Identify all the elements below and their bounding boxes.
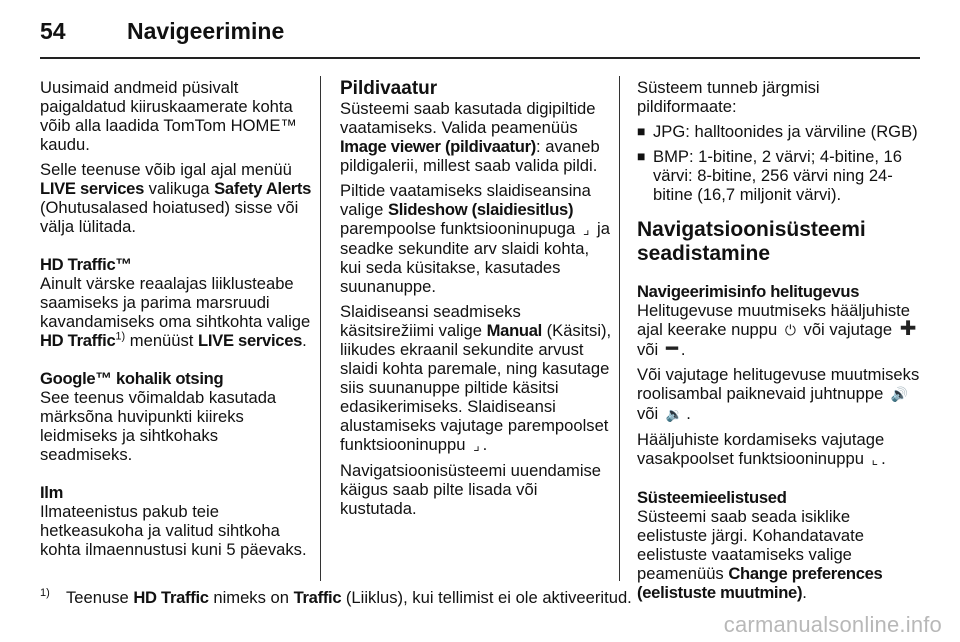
hd-traffic-paragraph: Ainult värske reaalajas liiklusteabe saamiseks ja parima marsruudi kavandamiseks oma sihtkohta valige HD Traffic$^{1)}$ menüüst LIVE services. (40, 274, 311, 350)
image-viewer-heading: Pildivaatur (340, 78, 438, 99)
volume-up-icon: 🔊 (890, 386, 909, 402)
image-viewer-paragraph-2: Piltide vaatamiseks slaidiseansina valige Slideshow (slaidiesitlus) parempoolse funktsiooninupuga ⌟ ja seadke sekundite arv slaidi kohta, kui seda küsitakse, kasutades suunanuppe. (340, 181, 610, 296)
right-function-button-icon: ⌟ (473, 437, 480, 453)
footnote-text: Teenuse HD Traffic nimeks on Traffic (Liiklus), kui tellimist ei ole aktiveeritud. (66, 588, 632, 607)
weather-paragraph: Ilmateenistus pakub teie hetkeasukoha ja valitud sihtkoha kohta ilmaennustusi kuni 5 päevaks. (40, 502, 307, 559)
right-function-button-icon: ⌟ (582, 221, 590, 237)
weather-heading: Ilm (40, 483, 64, 502)
column-2 (340, 78, 612, 524)
minus-icon: ━ (665, 338, 678, 360)
column-divider-1 (320, 76, 321, 581)
volume-down-icon: 🔉 (665, 406, 684, 422)
header-rule (40, 57, 920, 59)
section-heading: Navigatsioonisüsteemi seadistamine (637, 218, 866, 265)
nav-volume-heading: Navigeerimisinfo helitugevus (637, 282, 860, 301)
image-viewer-paragraph-1: Süsteemi saab kasutada digipiltide vaatamiseks. Valida peamenüüs Image viewer (pildivaatur): avaneb pildigalerii, millest saab valida pildi. (340, 99, 600, 175)
power-knob-icon: ⏻ (784, 322, 796, 338)
system-preferences-heading: Süsteemieelistused (637, 488, 787, 507)
google-search-heading: Google™ kohalik otsing (40, 369, 224, 388)
plus-icon: ✚ (899, 318, 917, 340)
column-3 (637, 78, 922, 608)
image-viewer-paragraph-4: Navigatsioonisüsteemi uuendamise käigus saab pilte lisada või kustutada. (340, 461, 602, 518)
nav-volume-paragraph-3: Hääljuhiste kordamiseks vajutage vasakpoolset funktsiooninuppu ⌞ . (637, 430, 886, 468)
chapter-title: Navigeerimine (127, 18, 285, 44)
column-1 (40, 78, 312, 565)
intro-paragraph-1: Uusimaid andmeid püsivalt paigaldatud kiiruskaamerate kohta võib alla laadida TomTom HOME™ kaudu. (40, 78, 297, 154)
list-item: ■ BMP: 1-bitine, 2 värvi; 4-bitine, 16 värvi: 8-bitine, 256 värvi ning 24-bitine (16,7 miljonit värvi). (637, 147, 903, 204)
nav-volume-paragraph-2: Või vajutage helitugevuse muutmiseks roolisambal paiknevaid juhtnuppe 🔊 või 🔉 . (637, 365, 920, 423)
list-item: ■ JPG: halltoonides ja värviline (RGB) (637, 122, 918, 141)
footnote-marker: 1) (40, 587, 50, 599)
hd-traffic-heading: HD Traffic™ (40, 255, 132, 274)
page-header (40, 18, 920, 58)
system-preferences-paragraph: Süsteemi saab seada isiklike eelistuste järgi. Kohandatavate eelistuste vaatamiseks valige peamenüüs Change preferences (eelistuste muutmine). (637, 507, 883, 602)
left-function-button-icon: ⌞ (871, 451, 879, 467)
image-formats-intro: Süsteem tunneb järgmisi pildiformaate: (637, 78, 820, 116)
bullet-square-icon: ■ (637, 123, 646, 139)
nav-volume-paragraph-1: Helitugevuse muutmiseks hääljuhiste ajal keerake nuppu ⏻ või vajutage ✚ või ━ . (637, 301, 922, 359)
page-number: 54 (40, 18, 66, 44)
intro-paragraph-2: Selle teenuse võib igal ajal menüü LIVE services valikuga Safety Alerts (Ohutusalased hoiatused) sisse või välja lülitada. (40, 160, 312, 236)
image-viewer-paragraph-3: Slaidiseansi seadmiseks käsitsirežiimi valige Manual (Käsitsi), liikudes ekraanil sekundite arvust slaidi kohta paremale, ning kasutage siis suunanuppe piltide käsitsi edasikerimiseks. Slaidiseansi alustamiseks vajutage parempoolset funktsiooninuppu ⌟ . (340, 302, 612, 454)
column-divider-2 (619, 76, 620, 581)
google-search-paragraph: See teenus võimaldab kasutada märksõna huvipunkti kiireks leidmiseks ja sihtkohaks seadmiseks. (40, 388, 277, 464)
bullet-square-icon: ■ (637, 148, 646, 164)
watermark: carmanualsonline.info (723, 612, 942, 637)
